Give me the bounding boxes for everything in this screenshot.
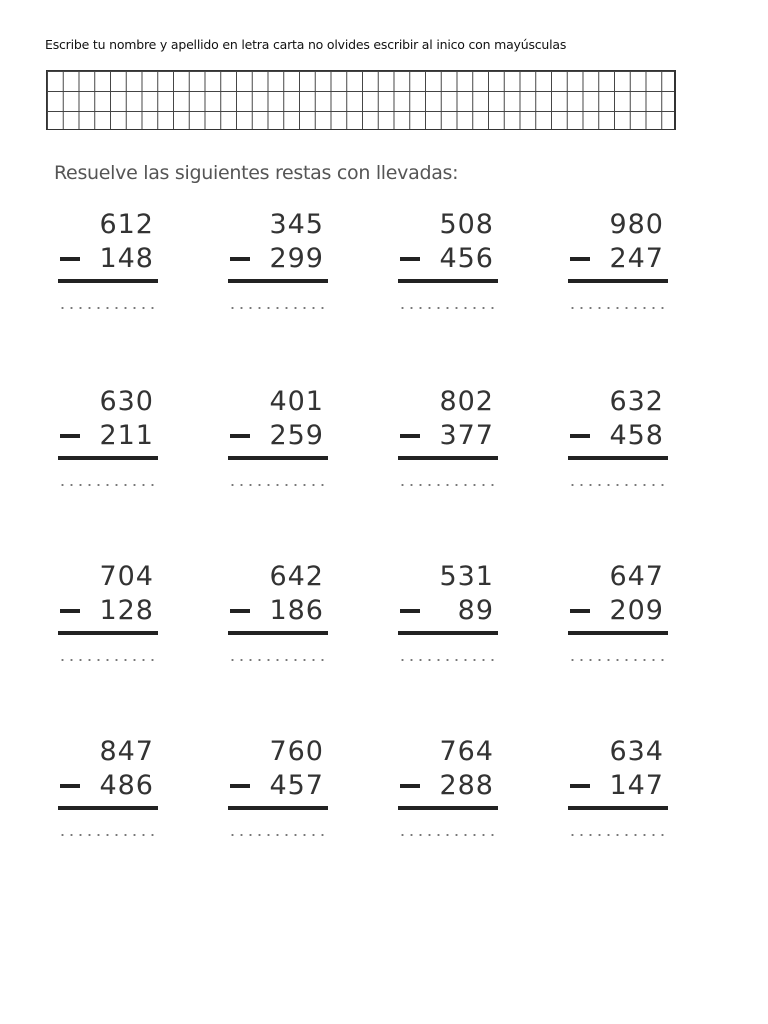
result-line [228, 806, 328, 810]
minuend: 847 [99, 736, 154, 767]
subtrahend: 299 [269, 243, 324, 274]
minus-sign-icon [570, 609, 590, 613]
minus-sign-icon [400, 609, 420, 613]
subtraction-problem [58, 735, 158, 836]
minus-sign-icon [230, 609, 250, 613]
result-line [398, 456, 498, 460]
result-line [228, 631, 328, 635]
minuend: 634 [609, 736, 664, 767]
minus-sign-icon [60, 257, 80, 261]
minus-sign-icon [570, 434, 590, 438]
subtraction-problem [58, 560, 158, 661]
minuend: 642 [269, 561, 324, 592]
subtraction-problem [568, 735, 668, 836]
minus-sign-icon [400, 257, 420, 261]
minuend: 508 [439, 209, 494, 240]
result-line [568, 631, 668, 635]
minus-sign-icon [400, 784, 420, 788]
subtraction-problem [228, 208, 328, 309]
result-line [228, 279, 328, 283]
subtrahend: 147 [609, 770, 664, 801]
minuend: 345 [269, 209, 324, 240]
result-line [58, 456, 158, 460]
subtrahend: 247 [609, 243, 664, 274]
subtraction-problem [568, 560, 668, 661]
minuend: 612 [99, 209, 154, 240]
instruction-text: Escribe tu nombre y apellido en letra carta no olvides escribir al inico con mayúsculas [45, 37, 567, 52]
subtrahend: 186 [269, 595, 324, 626]
answer-blank[interactable] [568, 659, 668, 661]
minus-sign-icon [60, 784, 80, 788]
subtraction-problem [398, 735, 498, 836]
minuend: 980 [609, 209, 664, 240]
subtraction-problem [58, 208, 158, 309]
answer-blank[interactable] [398, 484, 498, 486]
minuend: 802 [439, 386, 494, 417]
subtrahend: 486 [99, 770, 154, 801]
minus-sign-icon [400, 434, 420, 438]
subtrahend: 209 [609, 595, 664, 626]
name-writing-grid[interactable] [46, 70, 676, 130]
answer-blank[interactable] [398, 659, 498, 661]
answer-blank[interactable] [568, 834, 668, 836]
result-line [58, 806, 158, 810]
answer-blank[interactable] [228, 834, 328, 836]
answer-blank[interactable] [58, 834, 158, 836]
minuend: 401 [269, 386, 324, 417]
subtraction-problem [228, 560, 328, 661]
subtrahend: 288 [439, 770, 494, 801]
result-line [58, 279, 158, 283]
result-line [398, 279, 498, 283]
subtrahend: 259 [269, 420, 324, 451]
subtrahend: 148 [99, 243, 154, 274]
subtraction-problem [568, 208, 668, 309]
subtraction-problem [398, 385, 498, 486]
minus-sign-icon [60, 609, 80, 613]
result-line [58, 631, 158, 635]
subtrahend: 458 [609, 420, 664, 451]
answer-blank[interactable] [228, 484, 328, 486]
result-line [568, 456, 668, 460]
minus-sign-icon [230, 434, 250, 438]
answer-blank[interactable] [398, 307, 498, 309]
result-line [228, 456, 328, 460]
minuend: 760 [269, 736, 324, 767]
exercise-heading: Resuelve las siguientes restas con llevadas: [54, 162, 459, 184]
subtrahend: 89 [457, 595, 494, 626]
answer-blank[interactable] [568, 307, 668, 309]
result-line [568, 806, 668, 810]
subtraction-problem [58, 385, 158, 486]
result-line [398, 806, 498, 810]
answer-blank[interactable] [58, 484, 158, 486]
subtraction-problem [228, 385, 328, 486]
minus-sign-icon [570, 784, 590, 788]
answer-blank[interactable] [398, 834, 498, 836]
minuend: 630 [99, 386, 154, 417]
minus-sign-icon [230, 257, 250, 261]
subtrahend: 128 [99, 595, 154, 626]
subtrahend: 456 [439, 243, 494, 274]
subtraction-problem [398, 208, 498, 309]
minuend: 632 [609, 386, 664, 417]
subtraction-problem [228, 735, 328, 836]
minus-sign-icon [230, 784, 250, 788]
subtrahend: 211 [99, 420, 154, 451]
minuend: 647 [609, 561, 664, 592]
answer-blank[interactable] [228, 659, 328, 661]
answer-blank[interactable] [58, 659, 158, 661]
answer-blank[interactable] [58, 307, 158, 309]
answer-blank[interactable] [228, 307, 328, 309]
subtrahend: 457 [269, 770, 324, 801]
subtraction-problem [398, 560, 498, 661]
minuend: 531 [439, 561, 494, 592]
subtrahend: 377 [439, 420, 494, 451]
minuend: 764 [439, 736, 494, 767]
answer-blank[interactable] [568, 484, 668, 486]
minus-sign-icon [60, 434, 80, 438]
result-line [568, 279, 668, 283]
minuend: 704 [99, 561, 154, 592]
minus-sign-icon [570, 257, 590, 261]
result-line [398, 631, 498, 635]
subtraction-problem [568, 385, 668, 486]
